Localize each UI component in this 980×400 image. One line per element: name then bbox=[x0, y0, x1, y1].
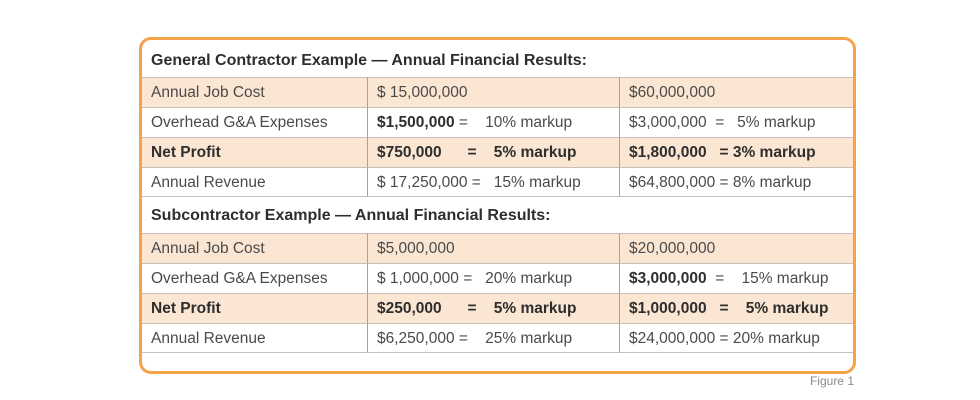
value-cell: $ 15,000,000 bbox=[367, 77, 619, 107]
value-cell: $1,000,000 = 5% markup bbox=[619, 293, 853, 323]
value-cell: $ 1,000,000 = 20% markup bbox=[367, 263, 619, 293]
gc-row-net-profit bbox=[142, 137, 853, 167]
value-cell: $3,000,000 = 5% markup bbox=[619, 107, 853, 137]
value-cell: $24,000,000 = 20% markup bbox=[619, 323, 853, 353]
value-cell: $5,000,000 bbox=[367, 233, 619, 263]
sc-row-job-cost bbox=[142, 233, 853, 263]
sc-table bbox=[142, 233, 853, 353]
row-label: Overhead G&A Expenses bbox=[142, 107, 367, 137]
gc-section-title: General Contractor Example — Annual Financial Results: bbox=[151, 52, 587, 69]
row-label: Overhead G&A Expenses bbox=[142, 263, 367, 293]
value-cell: $1,500,000 = 10% markup bbox=[367, 107, 619, 137]
gc-row-job-cost bbox=[142, 77, 853, 107]
sc-row-overhead bbox=[142, 263, 853, 293]
row-label: Net Profit bbox=[142, 293, 367, 323]
value-cell: $60,000,000 bbox=[619, 77, 853, 107]
value-cell: $64,800,000 = 8% markup bbox=[619, 167, 853, 197]
value-cell: $20,000,000 bbox=[619, 233, 853, 263]
row-label: Net Profit bbox=[142, 137, 367, 167]
value-cell: $750,000 = 5% markup bbox=[367, 137, 619, 167]
row-label: Annual Job Cost bbox=[142, 233, 367, 263]
gc-table bbox=[142, 77, 853, 197]
sc-row-revenue bbox=[142, 323, 853, 353]
gc-row-revenue bbox=[142, 167, 853, 197]
value-cell: $250,000 = 5% markup bbox=[367, 293, 619, 323]
value-cell: $ 17,250,000 = 15% markup bbox=[367, 167, 619, 197]
financial-results-card bbox=[139, 37, 856, 374]
row-label: Annual Revenue bbox=[142, 323, 367, 353]
gc-row-overhead bbox=[142, 107, 853, 137]
sc-row-net-profit bbox=[142, 293, 853, 323]
value-cell: $6,250,000 = 25% markup bbox=[367, 323, 619, 353]
sc-section-title: Subcontractor Example — Annual Financial Results: bbox=[151, 207, 551, 224]
figure-caption: Figure 1 bbox=[809, 374, 854, 388]
row-label: Annual Revenue bbox=[142, 167, 367, 197]
value-cell: $3,000,000 = 15% markup bbox=[619, 263, 853, 293]
row-label: Annual Job Cost bbox=[142, 77, 367, 107]
value-cell: $1,800,000 = 3% markup bbox=[619, 137, 853, 167]
